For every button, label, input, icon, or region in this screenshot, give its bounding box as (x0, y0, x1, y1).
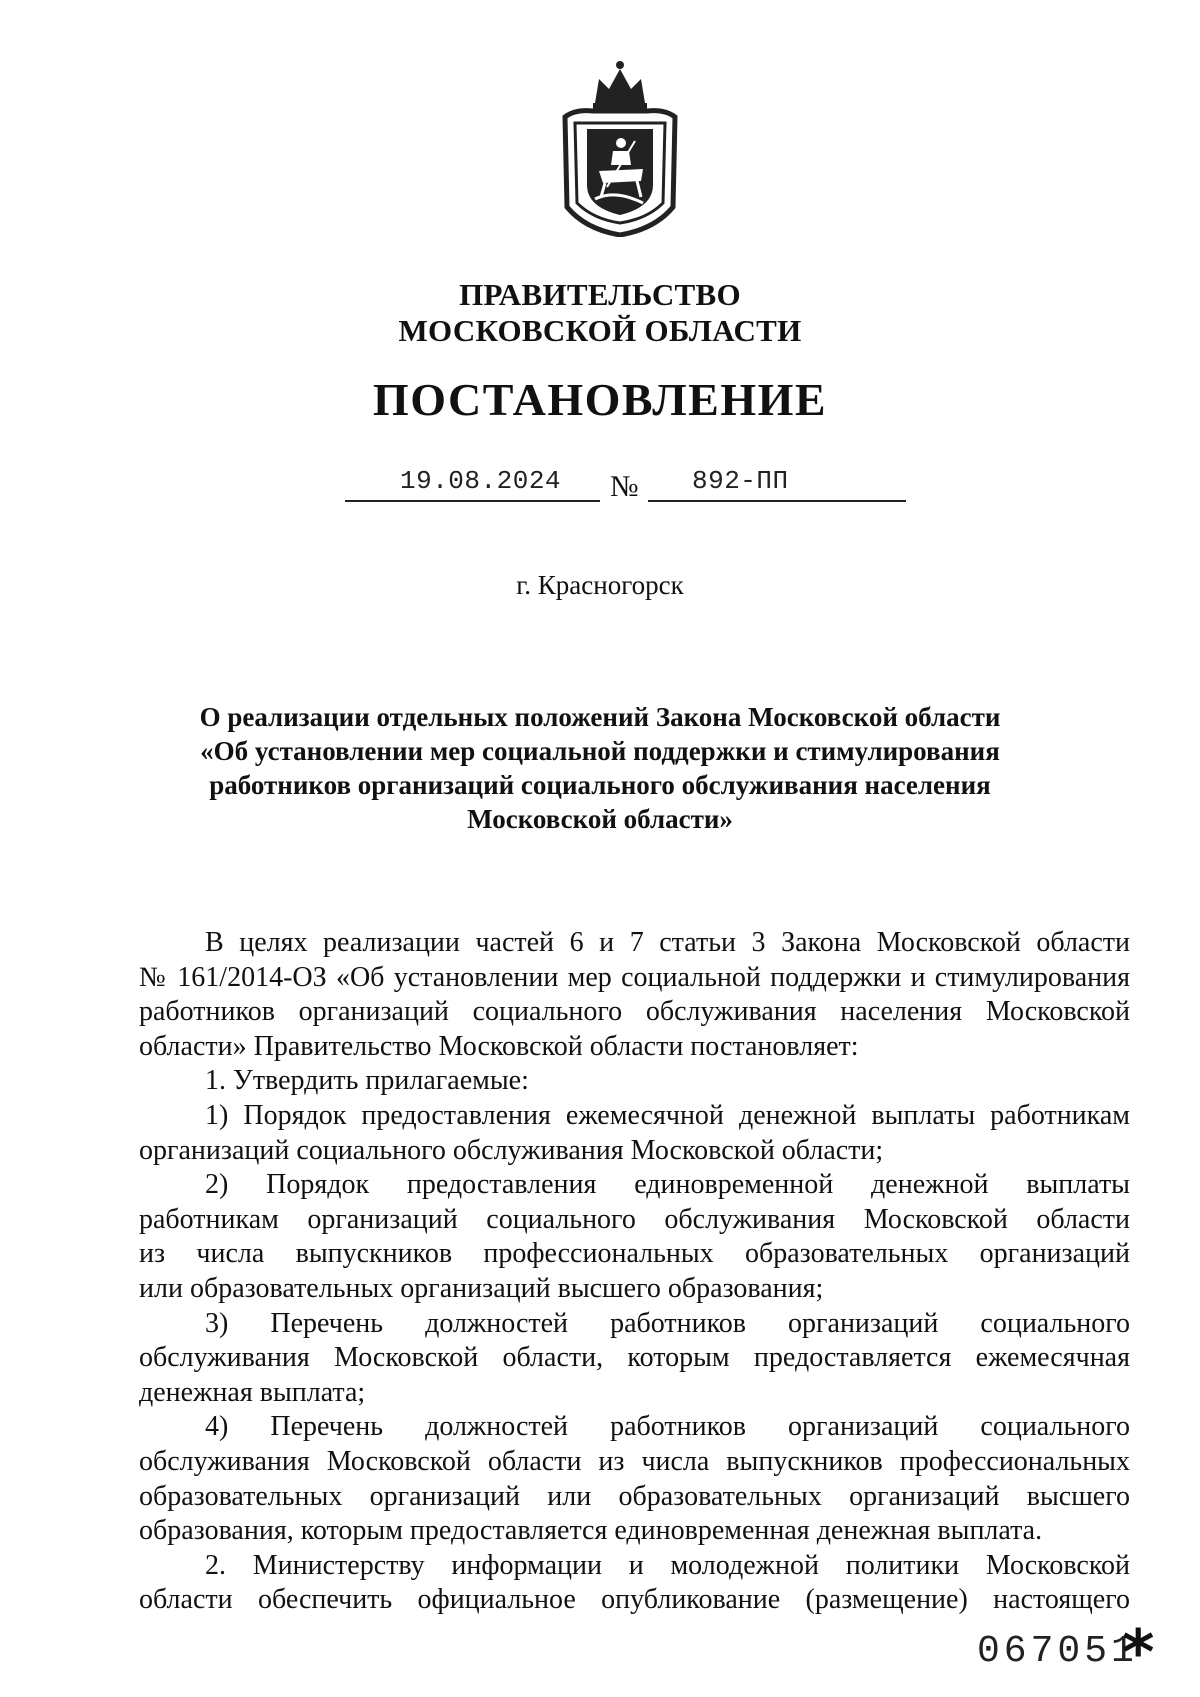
body-line: денежная выплата; (139, 1376, 366, 1408)
body-line: 1) Порядок предоставления ежемесячной денежной выплаты работникам (205, 1099, 1130, 1131)
star-mark: * (1122, 1616, 1155, 1689)
body-line: работникам организаций социального обслуживания Московской области (139, 1203, 1130, 1235)
government-title-line2: МОСКОВСКОЙ ОБЛАСТИ (398, 313, 802, 348)
document-serial-number: 067051 (977, 1630, 1138, 1673)
title-line: О реализации отдельных положений Закона Московской области (199, 702, 1001, 732)
body-line: 4) Перечень должностей работников организаций социального (205, 1411, 1130, 1443)
body-line: обслуживания Московской области, которым предоставляется ежемесячная (139, 1342, 1130, 1374)
document-type-title: ПОСТАНОВЛЕНИЕ (372, 374, 828, 425)
coat-of-arms-icon (555, 57, 685, 237)
body-line: области» Правительство Московской области постановляет: (139, 1030, 859, 1062)
body-line: 2) Порядок предоставления единовременной денежной выплаты (205, 1169, 1130, 1201)
title-line: работников организаций социального обслуживания населения (209, 770, 991, 800)
date-underline (345, 500, 600, 502)
number-sign: № (610, 470, 639, 503)
body-line: работников организаций социального обслуживания населения Московской (139, 996, 1130, 1028)
body-line: В целях реализации частей 6 и 7 статьи 3 Закона Московской области (205, 927, 1130, 958)
body-line: 1. Утвердить прилагаемые: (205, 1065, 529, 1097)
body-line: из числа выпускников профессиональных образовательных организаций (139, 1238, 1130, 1270)
city-name: г. Красногорск (516, 570, 684, 600)
body-line: области обеспечить официальное опубликование (размещение) настоящего (139, 1584, 1130, 1616)
document-number: 892-ПП (692, 466, 789, 496)
body-line: или образовательных организаций высшего образования; (139, 1272, 824, 1304)
body-line: образовательных организаций или образовательных организаций высшего (139, 1480, 1130, 1512)
body-line: организаций социального обслуживания Московской области; (139, 1134, 884, 1166)
number-underline (648, 500, 906, 502)
body-line: № 161/2014-ОЗ «Об установлении мер социальной поддержки и стимулирования (139, 961, 1130, 993)
document-body (139, 926, 1130, 1618)
body-line: обслуживания Московской области из числа выпускников профессиональных (139, 1445, 1130, 1477)
title-line: «Об установлении мер социальной поддержки и стимулирования (200, 736, 1000, 766)
body-line: 2. Министерству информации и молодежной политики Московской (205, 1549, 1130, 1581)
document-title (180, 700, 1020, 836)
body-line: образования, которым предоставляется единовременная денежная выплата. (139, 1515, 1043, 1547)
government-title-line1: ПРАВИТЕЛЬСТВО (459, 277, 741, 312)
body-line: 3) Перечень должностей работников организаций социального (205, 1307, 1130, 1339)
title-line: Московской области» (467, 804, 733, 834)
document-date: 19.08.2024 (400, 466, 562, 496)
